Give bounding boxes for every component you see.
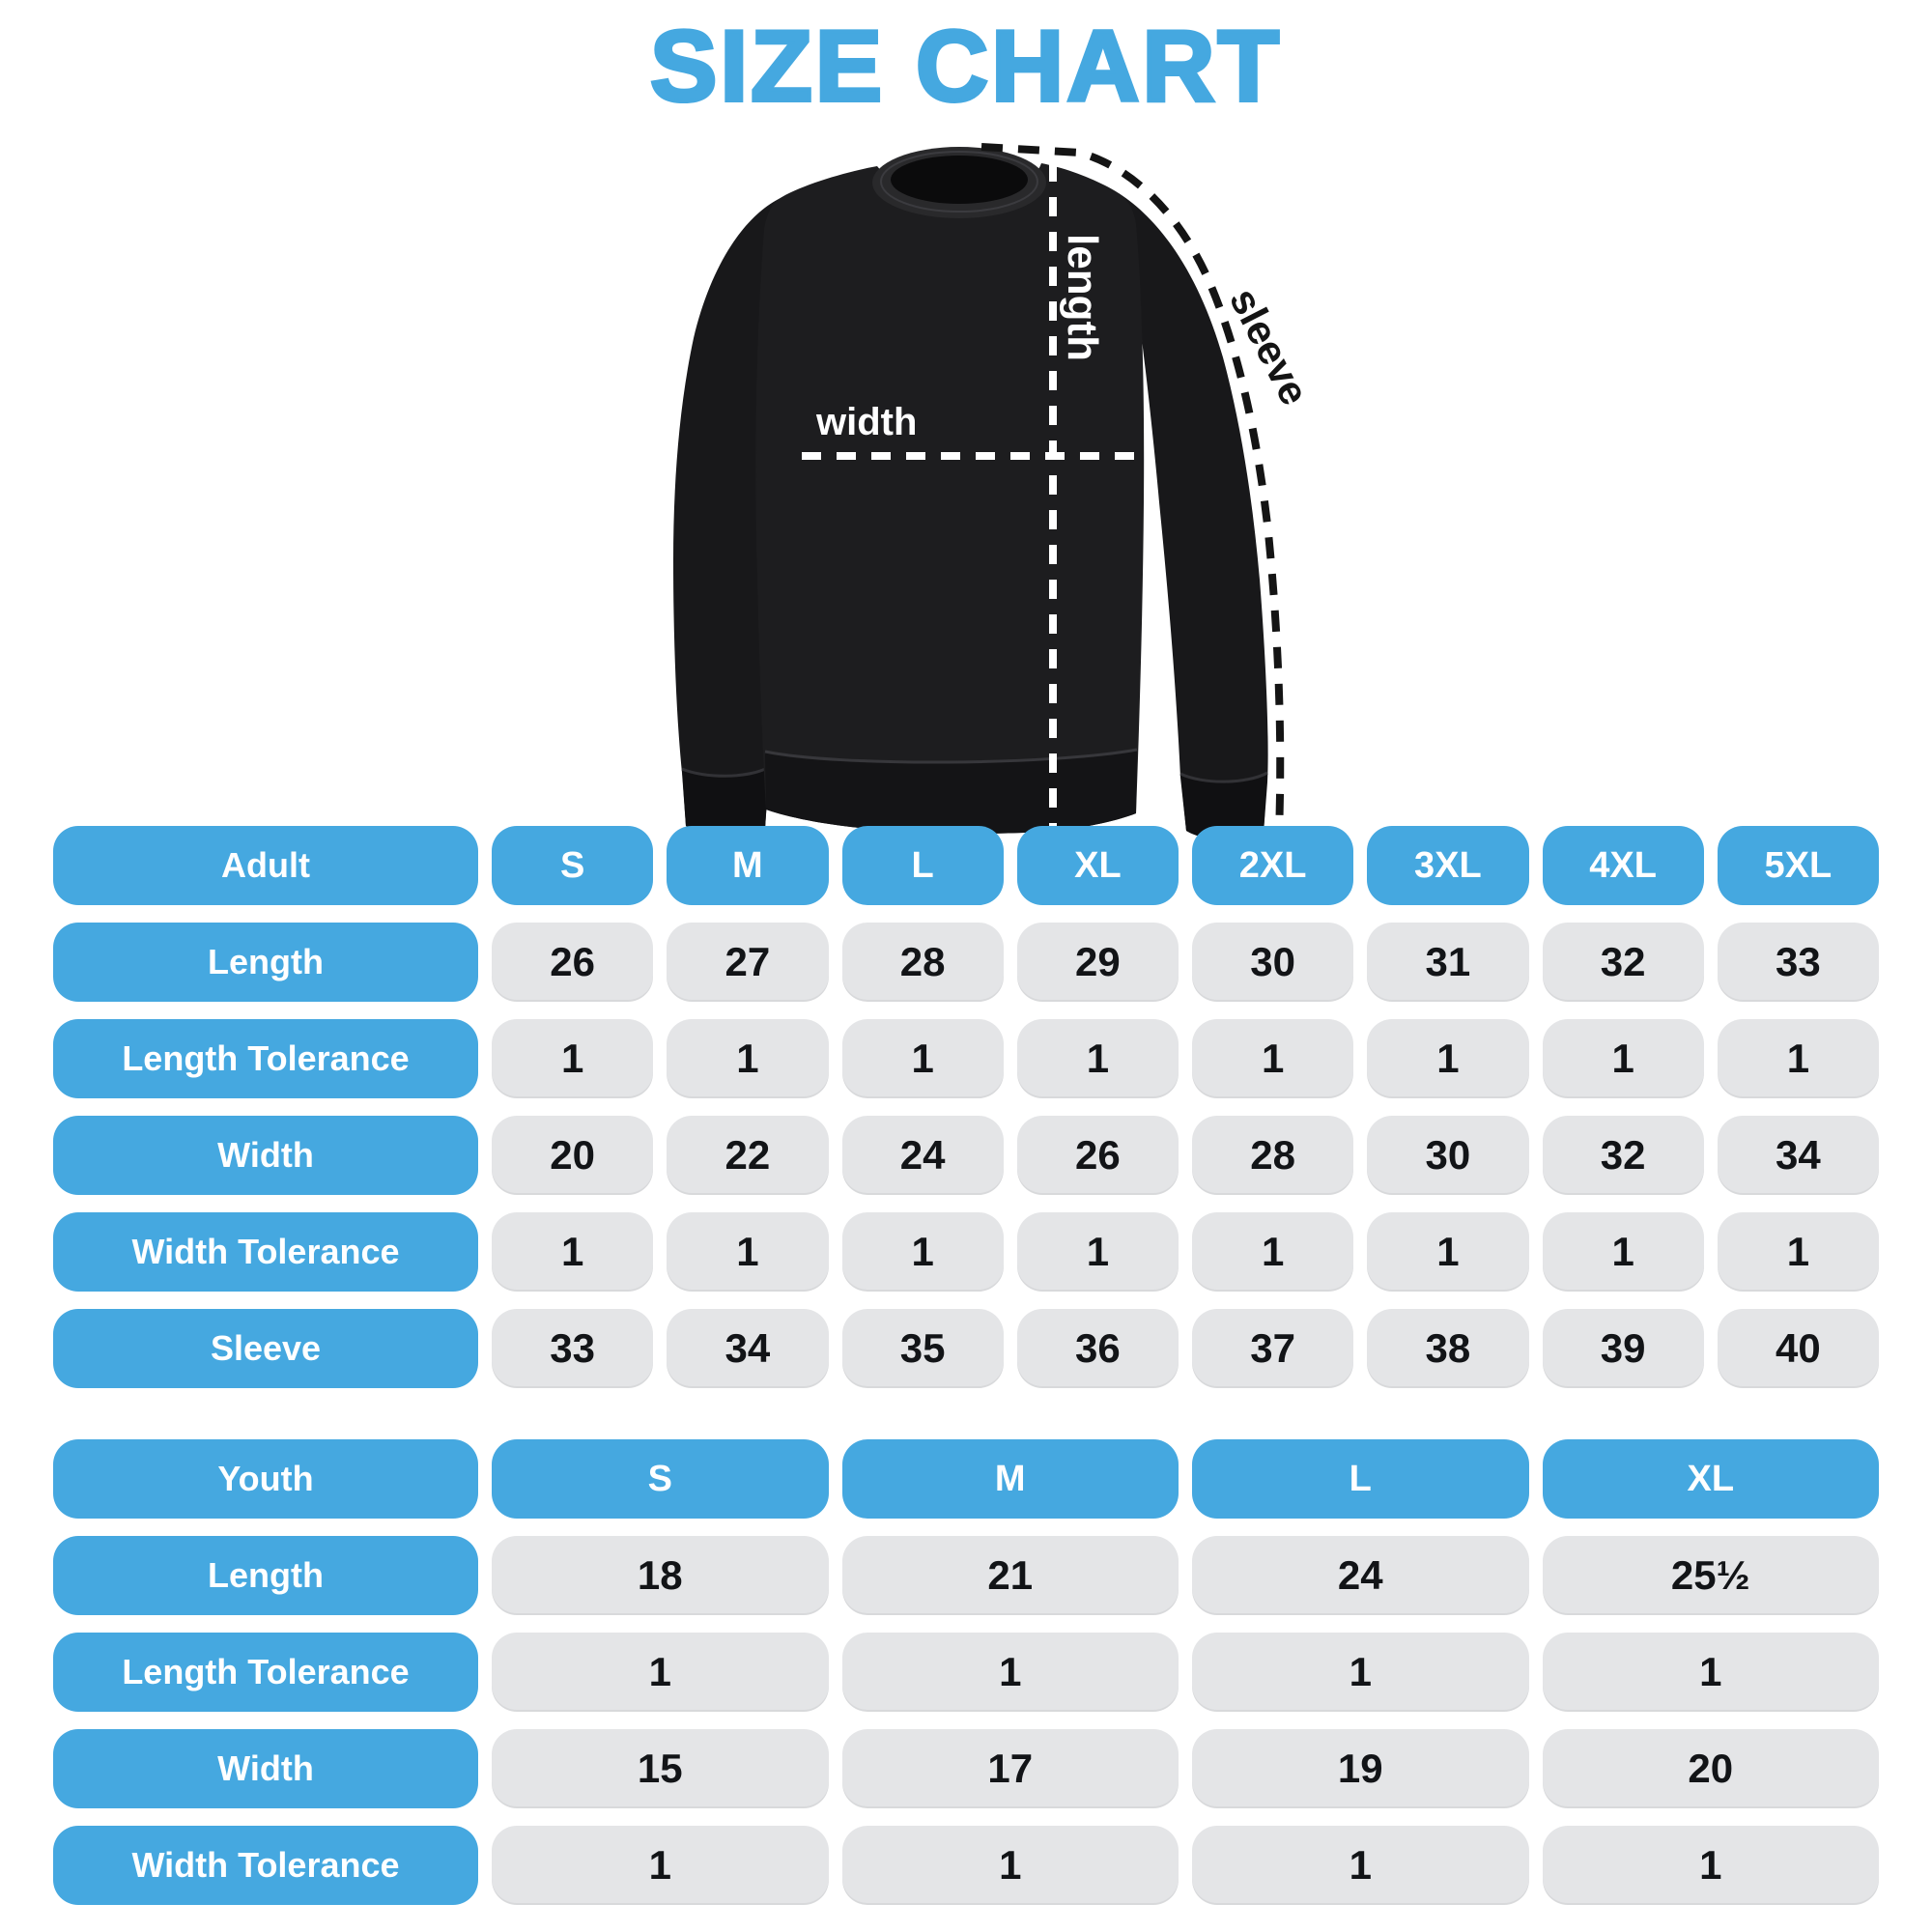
length-label: length — [1059, 234, 1106, 361]
size-value-cell: 1 — [1017, 1212, 1179, 1292]
size-value-cell: 1 — [1367, 1019, 1528, 1098]
size-header-pill: XL — [1543, 1439, 1880, 1519]
row-label-pill: Length — [53, 923, 478, 1002]
size-value-cell: 24 — [842, 1116, 1004, 1195]
size-value-cell: 1 — [842, 1212, 1004, 1292]
size-value-cell: 30 — [1192, 923, 1353, 1002]
size-value-cell: 22 — [667, 1116, 828, 1195]
size-value-cell: 33 — [1718, 923, 1879, 1002]
size-header-pill: L — [842, 826, 1004, 905]
row-label-pill: Length Tolerance — [53, 1633, 478, 1712]
size-header-pill: 5XL — [1718, 826, 1879, 905]
sweatshirt-image — [531, 106, 1401, 860]
size-value-cell: 28 — [842, 923, 1004, 1002]
size-value-cell: 40 — [1718, 1309, 1879, 1388]
size-value-cell: 1 — [1367, 1212, 1528, 1292]
width-label: width — [816, 401, 918, 443]
size-value-cell: 24 — [1192, 1536, 1529, 1615]
size-value-cell: 20 — [1543, 1729, 1880, 1808]
size-value-cell: 1 — [1543, 1633, 1880, 1712]
size-header-pill: 2XL — [1192, 826, 1353, 905]
size-value-cell: 1 — [1718, 1019, 1879, 1098]
size-value-cell: 26 — [1017, 1116, 1179, 1195]
size-value-cell: 31 — [1367, 923, 1528, 1002]
collar-opening — [891, 156, 1028, 204]
size-value-cell: 15 — [492, 1729, 829, 1808]
size-value-cell: 1 — [492, 1019, 653, 1098]
size-header-pill: M — [842, 1439, 1179, 1519]
size-header-pill: L — [1192, 1439, 1529, 1519]
size-value-cell: 37 — [1192, 1309, 1353, 1388]
size-value-cell: 1 — [1718, 1212, 1879, 1292]
size-value-cell: 33 — [492, 1309, 653, 1388]
size-header-pill: 3XL — [1367, 826, 1528, 905]
size-value-cell: 1 — [492, 1633, 829, 1712]
size-header-pill: 4XL — [1543, 826, 1704, 905]
size-value-cell: 25½ — [1543, 1536, 1880, 1615]
size-value-cell: 26 — [492, 923, 653, 1002]
size-value-cell: 32 — [1543, 1116, 1704, 1195]
row-label-pill: Sleeve — [53, 1309, 478, 1388]
sweatshirt-figure — [531, 106, 1401, 860]
size-header-pill: XL — [1017, 826, 1179, 905]
size-header-pill: S — [492, 1439, 829, 1519]
size-value-cell: 38 — [1367, 1309, 1528, 1388]
size-value-cell: 1 — [842, 1633, 1179, 1712]
size-value-cell: 1 — [492, 1826, 829, 1905]
size-value-cell: 34 — [1718, 1116, 1879, 1195]
row-label-pill: Length Tolerance — [53, 1019, 478, 1098]
size-value-cell: 1 — [842, 1019, 1004, 1098]
size-value-cell: 36 — [1017, 1309, 1179, 1388]
row-label-pill: Width — [53, 1116, 478, 1195]
size-value-cell: 39 — [1543, 1309, 1704, 1388]
size-value-cell: 35 — [842, 1309, 1004, 1388]
size-value-cell: 1 — [1543, 1826, 1880, 1905]
row-label-pill: Width Tolerance — [53, 1212, 478, 1292]
youth-size-table — [53, 1439, 1879, 1905]
size-value-cell: 1 — [1543, 1212, 1704, 1292]
size-value-cell: 19 — [1192, 1729, 1529, 1808]
size-value-cell: 32 — [1543, 923, 1704, 1002]
size-value-cell: 1 — [1543, 1019, 1704, 1098]
size-header-pill: S — [492, 826, 653, 905]
size-value-cell: 34 — [667, 1309, 828, 1388]
size-value-cell: 1 — [842, 1826, 1179, 1905]
size-value-cell: 21 — [842, 1536, 1179, 1615]
size-value-cell: 1 — [1192, 1019, 1353, 1098]
size-value-cell: 1 — [492, 1212, 653, 1292]
size-value-cell: 20 — [492, 1116, 653, 1195]
size-value-cell: 18 — [492, 1536, 829, 1615]
size-value-cell: 1 — [667, 1212, 828, 1292]
size-value-cell: 1 — [1192, 1212, 1353, 1292]
sleeve-label: sleeve — [1220, 280, 1319, 412]
size-value-cell: 1 — [667, 1019, 828, 1098]
size-value-cell: 28 — [1192, 1116, 1353, 1195]
row-label-pill: Length — [53, 1536, 478, 1615]
size-header-pill: M — [667, 826, 828, 905]
size-value-cell: 27 — [667, 923, 828, 1002]
table-header-label: Youth — [53, 1439, 478, 1519]
size-value-cell: 1 — [1017, 1019, 1179, 1098]
size-value-cell: 17 — [842, 1729, 1179, 1808]
size-value-cell: 1 — [1192, 1633, 1529, 1712]
row-label-pill: Width — [53, 1729, 478, 1808]
table-header-label: Adult — [53, 826, 478, 905]
page-title: SIZE CHART — [650, 11, 1282, 123]
size-value-cell: 29 — [1017, 923, 1179, 1002]
size-value-cell: 1 — [1192, 1826, 1529, 1905]
row-label-pill: Width Tolerance — [53, 1826, 478, 1905]
adult-size-table — [53, 826, 1879, 1388]
size-value-cell: 30 — [1367, 1116, 1528, 1195]
